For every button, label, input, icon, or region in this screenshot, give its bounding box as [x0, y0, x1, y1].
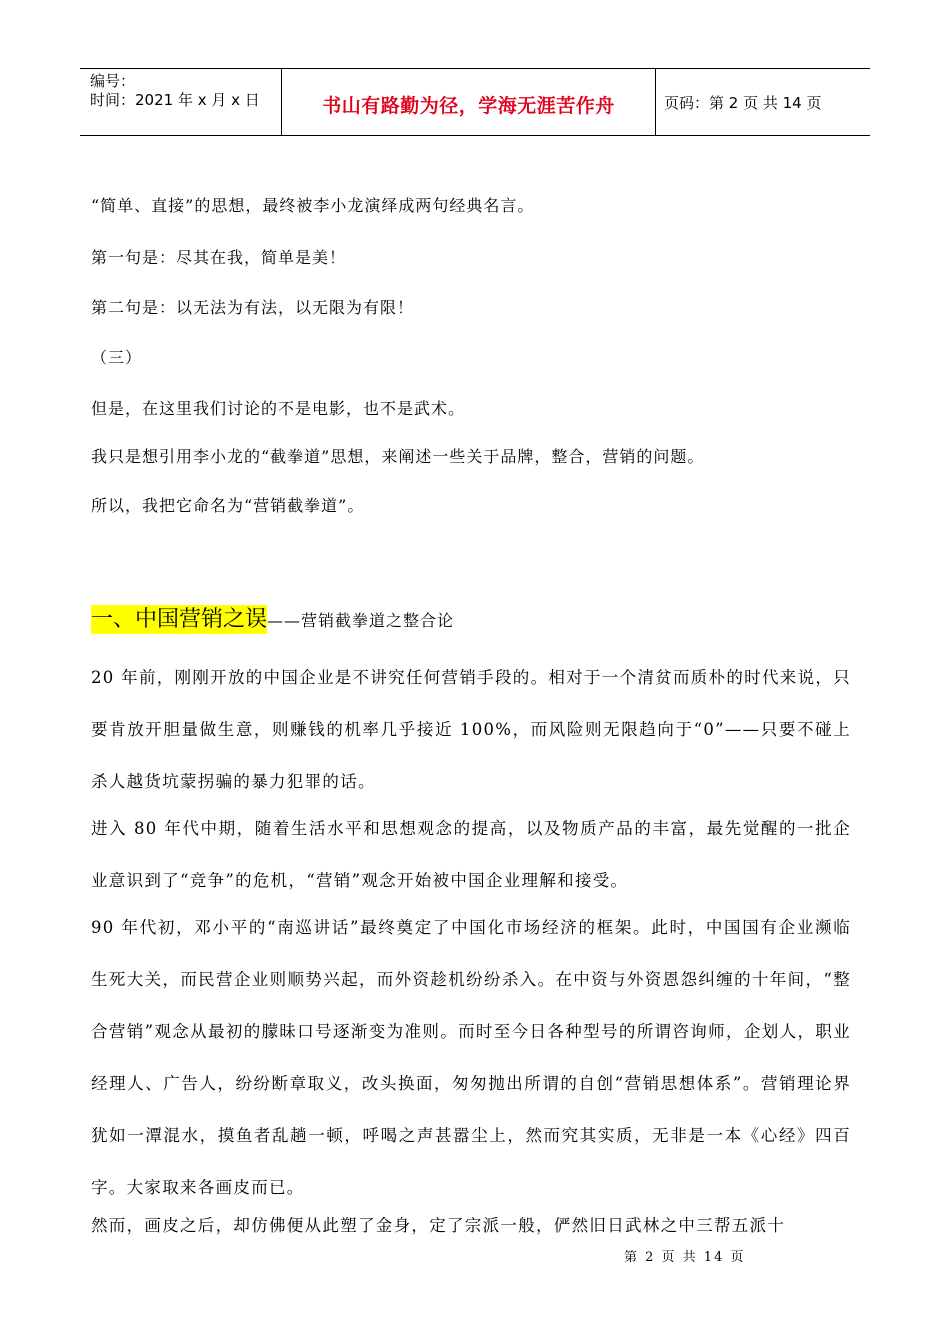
- header-table: [80, 68, 870, 136]
- paragraph: 20 年前，刚刚开放的中国企业是不讲究任何营销手段的。相对于一个清贫而质朴的时代来说，只要肯放开胆量做生意，则赚钱的机率几乎接近 100%，而风险则无限趋向于“0”——只要不碰上杀人越货坑蒙拐骗的暴力犯罪的话。: [91, 668, 851, 791]
- intro-line: 第二句是：以无法为有法，以无限为有限！: [91, 298, 415, 317]
- paragraph: 90 年代初，邓小平的“南巡讲话”最终奠定了中国化市场经济的框架。此时，中国国有企业濒临生死大关，而民营企业则顺势兴起，而外资趁机纷纷杀入。在中资与外资恩怨纠缠的十年间，“整合营销”观念从最初的朦昧口号逐渐变为准则。而时至今日各种型号的所谓咨询师，企划人，职业经理人、广告人，纷纷断章取义，改头换面，匆匆抛出所谓的自创“营销思想体系”。营销理论界犹如一潭混水，摸鱼者乱趟一顿，呼喝之声甚嚣尘上，然而究其实质，无非是一本《心经》四百字。大家取来各画皮而已。: [91, 918, 851, 1197]
- intro-line: 但是，在这里我们讨论的不是电影，也不是武术。: [91, 399, 466, 418]
- page-footer: 第 2 页 共 14 页: [624, 1250, 746, 1265]
- intro-line: “简单、直接”的思想，最终被李小龙演绎成两句经典名言。: [91, 196, 535, 215]
- number-label: 编号：: [90, 72, 136, 90]
- time-label: 时间：2021 年 x 月 x 日: [90, 91, 260, 109]
- motto-text: 书山有路勤为径，学海无涯苦作舟: [322, 94, 615, 117]
- intro-line: 第一句是：尽其在我，简单是美！: [91, 248, 347, 267]
- intro-line: 我只是想引用李小龙的“截拳道”思想，来阐述一些关于品牌，整合，营销的问题。: [91, 447, 705, 466]
- header-page-cell: [656, 69, 870, 135]
- section-heading-sub: ——营销截拳道之整合论: [267, 611, 455, 630]
- intro-line: （三）: [91, 348, 143, 367]
- paragraph: 然而，画皮之后，却仿佛便从此塑了金身，定了宗派一般，俨然旧日武林之中三帮五派十: [91, 1216, 786, 1235]
- paragraph: 进入 80 年代中期，随着生活水平和思想观念的提高，以及物质产品的丰富，最先觉醒的一批企业意识到了“竞争”的危机，“营销”观念开始被中国企业理解和接受。: [91, 819, 851, 890]
- section-heading-highlight: 一、中国营销之误: [91, 607, 268, 632]
- header-meta-cell: [80, 69, 282, 135]
- section-heading: [91, 602, 454, 633]
- intro-line: 所以，我把它命名为“营销截拳道”。: [91, 496, 365, 515]
- page-label: 页码：第 2 页 共 14 页: [664, 93, 822, 112]
- header-motto-cell: [282, 69, 656, 135]
